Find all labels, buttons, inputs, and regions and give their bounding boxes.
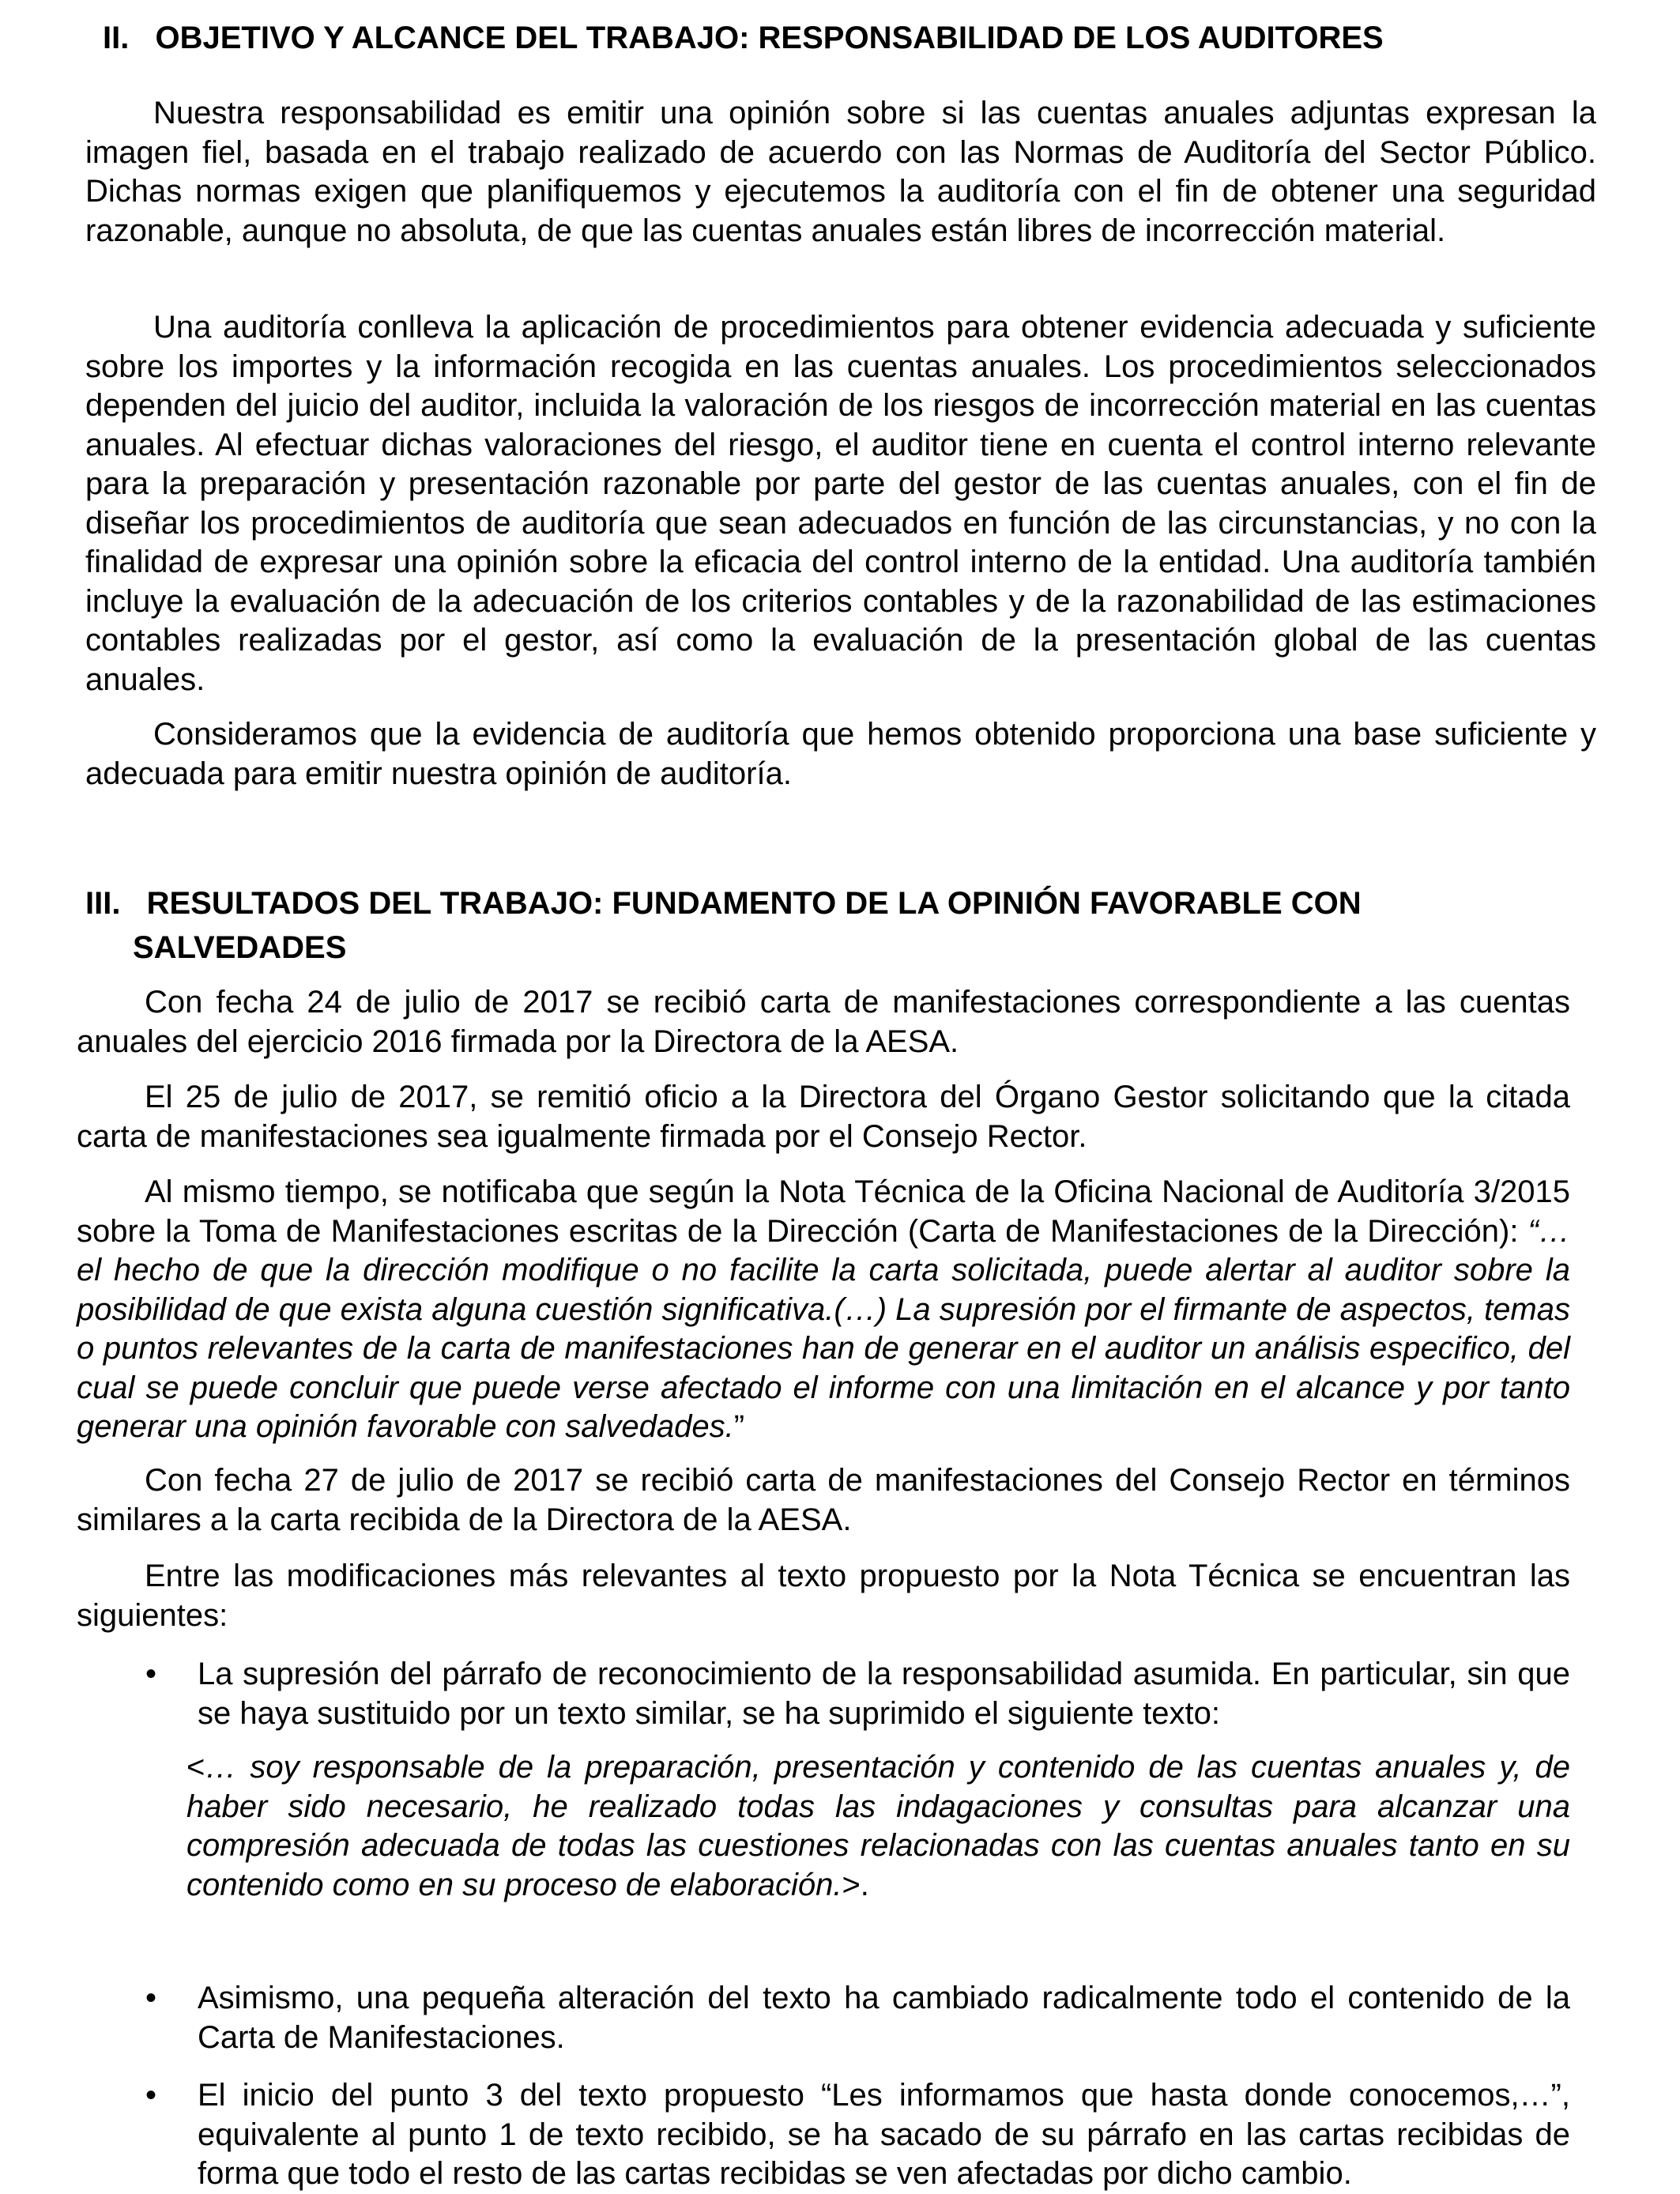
section-2-title: OBJETIVO Y ALCANCE DEL TRABAJO: RESPONSABILIDAD DE LOS AUDITORES: [155, 21, 1384, 55]
section-3-paragraph-1: Con fecha 24 de julio de 2017 se recibió carta de manifestaciones correspondiente a las cuentas anuales del ejercicio 2016 firmada por la Directora de la AESA.: [77, 985, 1570, 1059]
quote-body: … soy responsable de la preparación, presentación y contenido de las cuentas anuales y, de haber sido necesario, he realizado todas las indagaciones y consultas para alcanzar una compresión adecuada de todas las cuestiones relacionadas con las cuentas anuales tanto en su contenido como en su proceso de elaboración.: [186, 1750, 1570, 1902]
section-3-paragraph-3: [77, 1173, 1570, 1447]
section-2-paragraph-1: Nuestra responsabilidad es emitir una opinión sobre si las cuentas anuales adjuntas expresan la imagen fiel, basada en el trabajo realizado de acuerdo con las Normas de Auditoría del Sector Público. Dichas normas exigen que planifiquemos y ejecutemos la auditoría con el fin de obtener una seguridad razonable, aunque no absoluta, de que las cuentas anuales están libres de incorrección material.: [85, 96, 1596, 248]
section-2-heading: [103, 15, 1384, 61]
paragraph-3-text: Al mismo tiempo, se notificaba que según la Nota Técnica de la Oficina Nacional de Auditoría 3/2015 sobre la Toma de Manifestaciones escritas de la Dirección (Carta de Manifestaciones de la Dirección):: [77, 1174, 1570, 1249]
quote-close: >.: [842, 1867, 869, 1902]
section-3-paragraph-2: El 25 de julio de 2017, se remitió oficio a la Directora del Órgano Gestor solicitando que la citada carta de manifestaciones sea igualmente firmada por el Consejo Rector.: [77, 1080, 1570, 1154]
section-3-number: III.: [85, 886, 121, 921]
section-2-paragraph-3: Consideramos que la evidencia de auditoría que hemos obtenido proporciona una base suficiente y adecuada para emitir nuestra opinión de auditoría.: [85, 717, 1596, 791]
bullet-3-text: El inicio del punto 3 del texto propuesto “Les informamos que hasta donde conocemos,…”, equivalente al punto 1 de texto recibido, se ha sacado de su párrafo en las cartas recibidas de forma que todo el resto de las cartas recibidas se ven afectadas por dicho cambio.: [198, 2078, 1570, 2191]
bullet-3-marker: •: [145, 2078, 157, 2113]
bullet-1-marker: •: [145, 1657, 157, 1691]
quote-close-mark: ”: [733, 1409, 745, 1444]
section-2-number: II.: [103, 21, 130, 55]
bullet-1-text: La supresión del párrafo de reconocimiento de la responsabilidad asumida. En particular, sin que se haya sustituido por un texto similar, se ha suprimido el siguiente texto:: [198, 1657, 1570, 1731]
suppressed-text-quote: [186, 1748, 1570, 1905]
bullet-2-text: Asimismo, una pequeña alteración del texto ha cambiado radicalmente todo el contenido de la Carta de Manifestaciones.: [198, 1981, 1570, 2055]
section-2-paragraph-2: Una auditoría conlleva la aplicación de procedimientos para obtener evidencia adecuada y suficiente sobre los importes y la información recogida en las cuentas anuales. Los procedimientos seleccionados dependen del juicio del auditor, incluida la valoración de los riesgos de incorrección material en las cuentas anuales. Al efectuar dichas valoraciones del riesgo, el auditor tiene en cuenta el control interno relevante para la preparación y presentación razonable por parte del gestor de las cuentas anuales, con el fin de diseñar los procedimientos de auditoría que sean adecuados en función de las circunstancias, y no con la finalidad de expresar una opinión sobre la eficacia del control interno de la entidad. Una auditoría también incluye la evaluación de la adecuación de los criterios contables y de la razonabilidad de las estimaciones contables realizadas por el gestor, así como la evaluación de la presentación global de las cuentas anuales.: [85, 310, 1596, 697]
quote-open: <: [186, 1750, 205, 1785]
bullet-2-marker: •: [145, 1981, 157, 2015]
section-3-paragraph-4: Con fecha 27 de julio de 2017 se recibió carta de manifestaciones del Consejo Rector en términos similares a la carta recibida de la Directora de la AESA.: [77, 1463, 1570, 1537]
nota-tecnica-quote: “… el hecho de que la dirección modifique o no facilite la carta solicitada, puede alertar al auditor sobre la posibilidad de que exista alguna cuestión significativa.(…) La supresión por el firmante de aspectos, temas o puntos relevantes de la carta de manifestaciones han de generar en el auditor un análisis especifico, del cual se puede concluir que puede verse afectado el informe con una limitación en el alcance y por tanto generar una opinión favorable con salvedades.: [77, 1213, 1570, 1444]
section-3-title-line-1: RESULTADOS DEL TRABAJO: FUNDAMENTO DE LA OPINIÓN FAVORABLE CON: [146, 886, 1362, 921]
section-3-paragraph-5: Entre las modificaciones más relevantes al texto propuesto por la Nota Técnica se encuentran las siguientes:: [77, 1559, 1570, 1633]
section-3-heading-line-1: [85, 880, 1362, 926]
section-3-heading-line-2: SALVEDADES: [133, 930, 347, 965]
